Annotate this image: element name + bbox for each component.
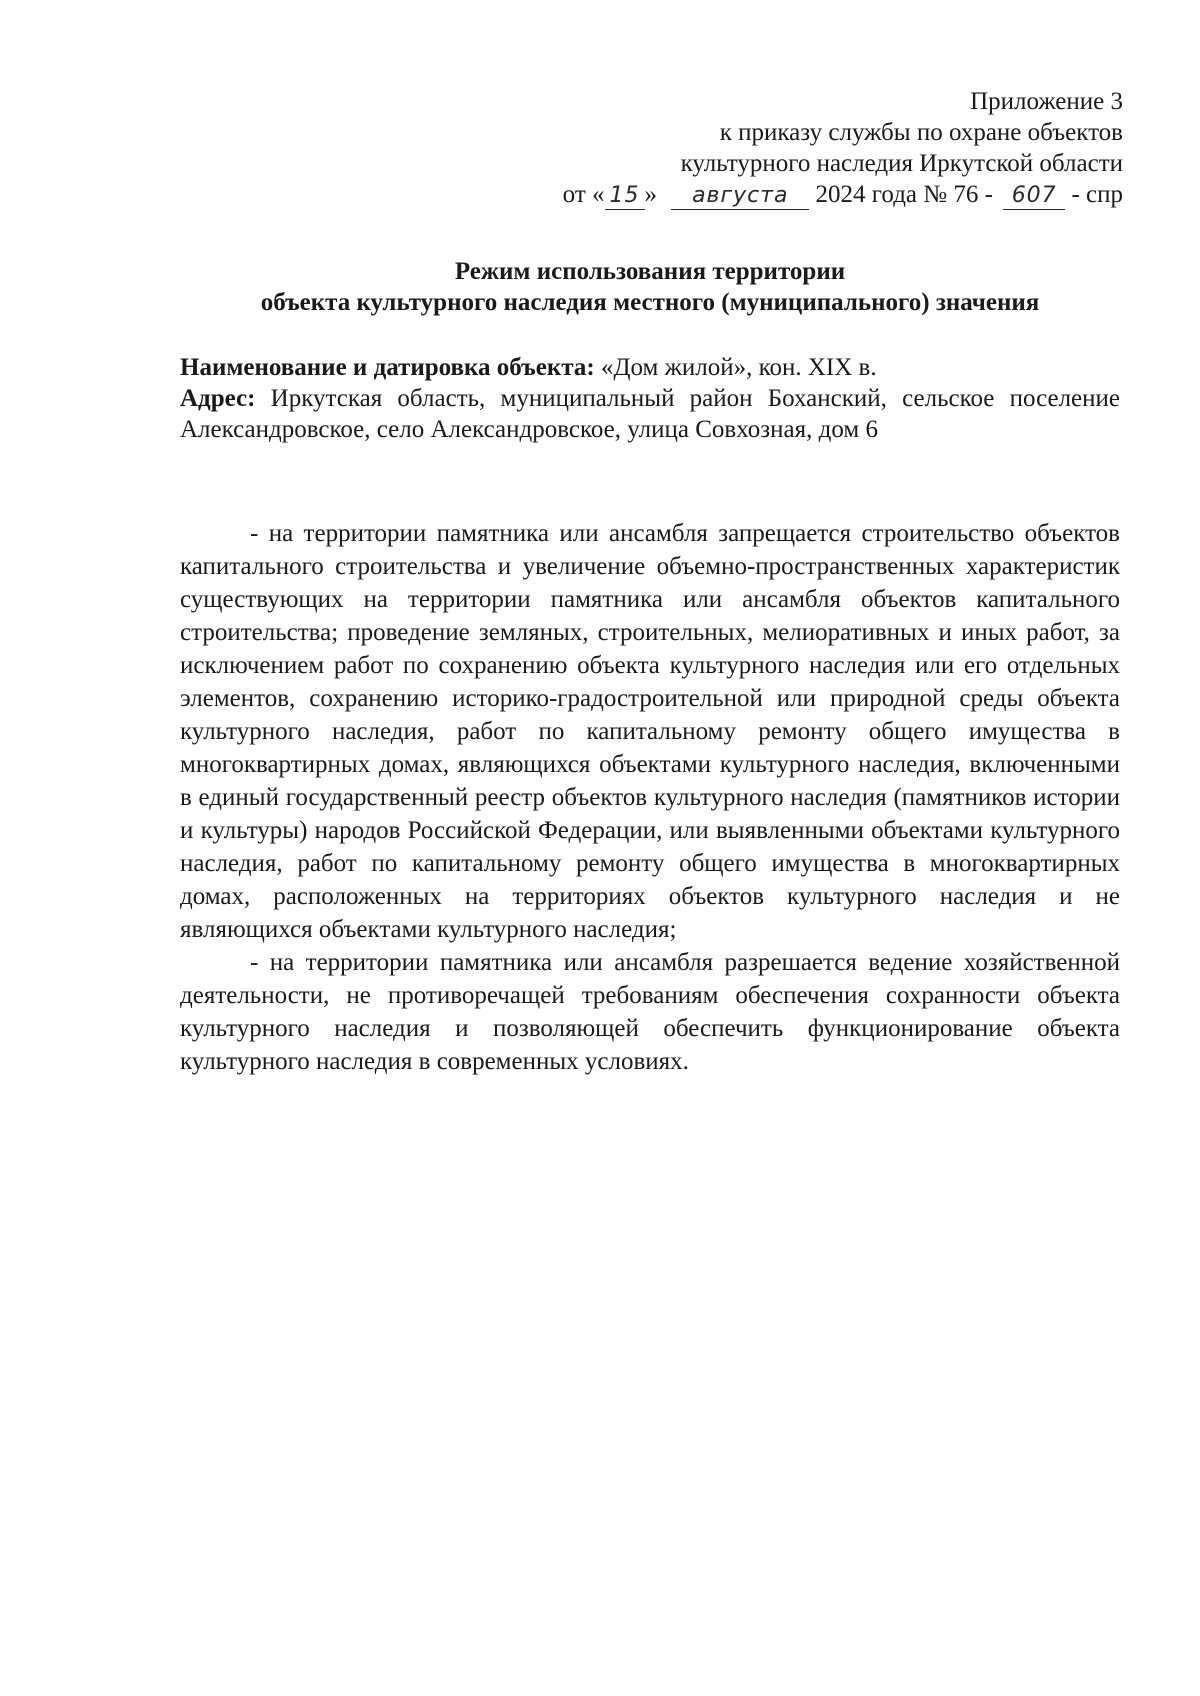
object-name-row [180,352,1120,383]
date-prefix: от « [562,181,605,208]
handwritten-day: 15 [605,183,645,210]
object-info [180,352,1120,445]
agency-name-line: культурного наследия Иркутской области [680,150,1123,177]
prohibition-paragraph: - на территории памятника или ансамбля запрещается строительство объектов капитального строительства и увеличение объемно-пространственных характеристик существующих на территории памятника или ансамбля объектов капитального строительства; проведение земляных, строительных, мелиоративных и иных работ, за исключением работ по сохранению объекта культурного наследия или его отдельных элементов, сохранению историко-градостроительной или природной среды объекта культурного наследия, работ по капитальному ремонту общего имущества в многоквартирных домах, являющихся объектами культурного наследия, включенными в единый государственный реестр объектов культурного наследия (памятников истории и культуры) народов Российской Федерации, или выявленными объектами культурного наследия, работ по капитальному ремонту общего имущества в многоквартирных домах, расположенных на территориях объектов культурного наследия и не являющихся объектами культурного наследия; [180,520,1120,943]
handwritten-month: августа [671,183,809,210]
order-date-line [563,179,1123,210]
order-suffix: - спр [1071,181,1123,208]
title-line-1: Режим использования территории [454,258,846,285]
object-address-label: Адрес: [180,385,256,412]
object-name-value: «Дом жилой», кон. XIX в. [600,354,877,381]
permission-paragraph: - на территории памятника или ансамбля разрешается ведение хозяйственной деятельности, не противоречащей требованиям обеспечения сохранности объекта культурного наследия и позволяющей обеспечить функционирование объекта культурного наследия в современных условиях. [180,949,1120,1075]
handwritten-order-number: 607 [1003,183,1065,210]
object-address-value: Иркутская область, муниципальный район Боханский, сельское поселение Александровское, село Александровское, улица Совхозная, дом 6 [180,385,1121,443]
object-name-label: Наименование и датировка объекта: [180,354,595,381]
date-year-text: 2024 года № 76 - [815,181,993,208]
appendix-number: Приложение 3 [970,88,1123,115]
document-title [180,256,1120,318]
appendix-header [563,86,1123,210]
regime-text [180,517,1120,1078]
title-line-2: объекта культурного наследия местного (муниципального) значения [260,289,1040,316]
date-quote-close: » [644,181,658,208]
object-address-row [180,383,1120,445]
order-reference-line: к приказу службы по охране объектов [719,119,1123,146]
